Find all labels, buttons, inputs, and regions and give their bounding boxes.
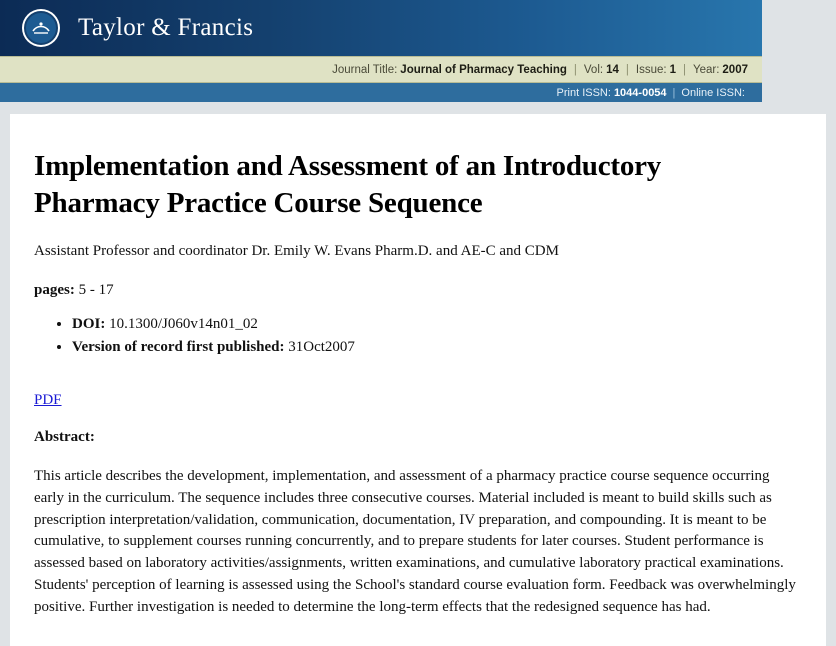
year-label: Year: (692, 63, 720, 76)
taylor-francis-logo-icon (22, 9, 60, 47)
issue-value: 1 (669, 63, 676, 76)
print-issn-value: 1044-0054 (613, 86, 667, 99)
pages-label: pages: (34, 282, 75, 299)
doi-label: DOI: (72, 316, 106, 333)
journal-meta-bar (0, 56, 762, 83)
online-issn-label: Online ISSN: (681, 86, 745, 99)
issn-separator: | (672, 86, 676, 99)
brand-name: Taylor & Francis (78, 14, 254, 41)
article-pages (34, 282, 802, 299)
doi-value: 10.1300/J060v14n01_02 (109, 316, 258, 333)
logo-circle-inner (24, 11, 58, 45)
article-details-list (34, 313, 802, 358)
pdf-link[interactable]: PDF (34, 392, 62, 409)
pages-value: 5 - 17 (78, 282, 114, 299)
brand-bar (0, 0, 762, 56)
journal-title-label: Journal Title: (332, 63, 398, 76)
meta-separator-2: | (625, 63, 629, 76)
page-title: Implementation and Assessment of an Introductory Pharmacy Practice Course Sequence (34, 150, 662, 219)
list-item (72, 313, 802, 336)
abstract-text: This article describes the development, implementation, and assessment of a pharmacy practice course sequence occurring early in the curriculum. The sequence includes three consecutive courses. Material included is meant to build skills such as prescription interpretation/validation, communication, documentation, IV preparation, and compounding. It is meant to be cumulative, to supplement courses running concurrently, and to prepare students for later courses. Student performance is assessed based on laboratory activities/assignments, written examinations, and cumulative laboratory practical examinations. Students' perception of learning is assessed using the School's standard course evaluation form. Feedback was overwhelmingly positive. Further investigation is needed to determine the long-term effects that the redesigned sequence has had. (34, 468, 796, 615)
site-header (0, 0, 762, 102)
meta-separator-1: | (573, 63, 577, 76)
abstract-heading: Abstract: (34, 429, 95, 446)
volume-value: 14 (606, 63, 619, 76)
list-item (72, 336, 802, 359)
journal-title-value: Journal of Pharmacy Teaching (400, 63, 567, 76)
issue-label: Issue: (635, 63, 667, 76)
header-spacer (0, 102, 836, 114)
volume-label: Vol: (583, 63, 604, 76)
article-page (10, 114, 826, 646)
issn-bar (0, 83, 762, 102)
meta-separator-3: | (682, 63, 686, 76)
published-value: 31Oct2007 (288, 338, 355, 355)
print-issn-label: Print ISSN: (556, 86, 611, 99)
published-label: Version of record first published: (72, 338, 285, 355)
year-value: 2007 (722, 63, 748, 76)
article-authors: Assistant Professor and coordinator Dr. Emily W. Evans Pharm.D. and AE-C and CDM (34, 243, 559, 260)
